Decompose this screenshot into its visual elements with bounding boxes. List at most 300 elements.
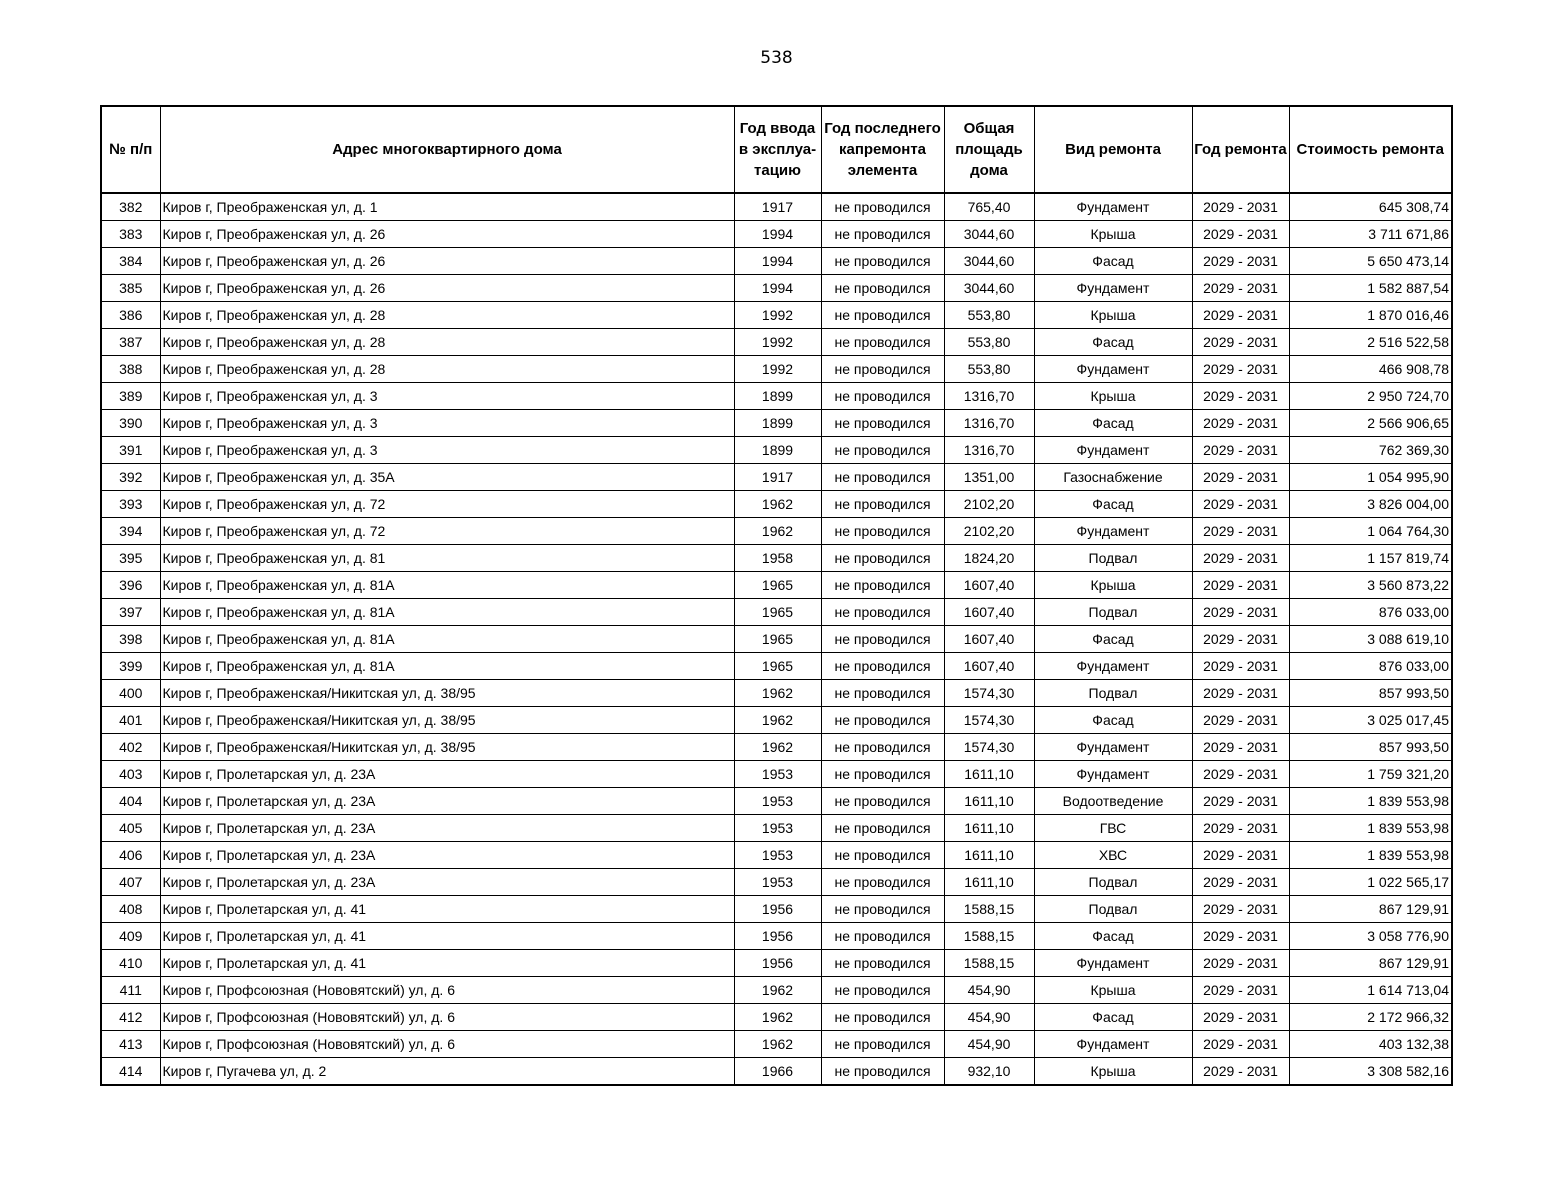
table-row — [101, 1031, 1452, 1058]
cell-repair-period: 2029 - 2031 — [1192, 653, 1289, 680]
header-commission-year: Год ввода в эксплуа-тацию — [734, 106, 821, 193]
table-row — [101, 707, 1452, 734]
cell-row-number: 392 — [101, 464, 160, 491]
cell-address: Киров г, Пролетарская ул, д. 41 — [160, 950, 734, 977]
cell-total-area: 1611,10 — [944, 869, 1034, 896]
cell-repair-type: Фасад — [1034, 410, 1192, 437]
cell-repair-cost: 3 560 873,22 — [1289, 572, 1452, 599]
cell-repair-type: Фасад — [1034, 248, 1192, 275]
cell-repair-type: Фасад — [1034, 923, 1192, 950]
cell-repair-type: Фундамент — [1034, 734, 1192, 761]
cell-address: Киров г, Преображенская ул, д. 28 — [160, 329, 734, 356]
cell-total-area: 1316,70 — [944, 437, 1034, 464]
cell-address: Киров г, Преображенская/Никитская ул, д. 38/95 — [160, 680, 734, 707]
cell-address: Киров г, Преображенская ул, д. 35А — [160, 464, 734, 491]
cell-row-number: 391 — [101, 437, 160, 464]
table-row — [101, 626, 1452, 653]
header-repair-period: Год ремонта — [1192, 106, 1289, 193]
header-repair-type: Вид ремонта — [1034, 106, 1192, 193]
cell-commission-year: 1994 — [734, 248, 821, 275]
cell-repair-period: 2029 - 2031 — [1192, 248, 1289, 275]
cell-commission-year: 1917 — [734, 193, 821, 221]
cell-total-area: 3044,60 — [944, 221, 1034, 248]
cell-address: Киров г, Преображенская ул, д. 28 — [160, 356, 734, 383]
cell-total-area: 454,90 — [944, 1004, 1034, 1031]
cell-row-number: 384 — [101, 248, 160, 275]
cell-address: Киров г, Преображенская ул, д. 3 — [160, 437, 734, 464]
table-row — [101, 248, 1452, 275]
cell-repair-cost: 1 582 887,54 — [1289, 275, 1452, 302]
cell-repair-type: Подвал — [1034, 869, 1192, 896]
cell-last-repair-year: не проводился — [821, 518, 944, 545]
cell-repair-period: 2029 - 2031 — [1192, 896, 1289, 923]
cell-repair-type: Подвал — [1034, 896, 1192, 923]
cell-commission-year: 1965 — [734, 599, 821, 626]
cell-address: Киров г, Профсоюзная (Нововятский) ул, д. 6 — [160, 1031, 734, 1058]
cell-repair-period: 2029 - 2031 — [1192, 734, 1289, 761]
table-row — [101, 302, 1452, 329]
cell-repair-type: Фасад — [1034, 707, 1192, 734]
cell-repair-period: 2029 - 2031 — [1192, 572, 1289, 599]
cell-repair-cost: 403 132,38 — [1289, 1031, 1452, 1058]
cell-repair-cost: 762 369,30 — [1289, 437, 1452, 464]
cell-repair-period: 2029 - 2031 — [1192, 1058, 1289, 1086]
cell-total-area: 1611,10 — [944, 815, 1034, 842]
cell-commission-year: 1965 — [734, 626, 821, 653]
cell-last-repair-year: не проводился — [821, 788, 944, 815]
cell-repair-cost: 1 839 553,98 — [1289, 815, 1452, 842]
table-row — [101, 572, 1452, 599]
cell-last-repair-year: не проводился — [821, 302, 944, 329]
cell-address: Киров г, Преображенская ул, д. 3 — [160, 383, 734, 410]
cell-row-number: 397 — [101, 599, 160, 626]
cell-address: Киров г, Профсоюзная (Нововятский) ул, д. 6 — [160, 977, 734, 1004]
cell-address: Киров г, Преображенская ул, д. 81 — [160, 545, 734, 572]
cell-repair-period: 2029 - 2031 — [1192, 518, 1289, 545]
cell-last-repair-year: не проводился — [821, 437, 944, 464]
header-row-number: № п/п — [101, 106, 160, 193]
cell-repair-cost: 1 064 764,30 — [1289, 518, 1452, 545]
cell-repair-cost: 857 993,50 — [1289, 734, 1452, 761]
cell-repair-cost: 3 025 017,45 — [1289, 707, 1452, 734]
cell-commission-year: 1899 — [734, 437, 821, 464]
cell-total-area: 1574,30 — [944, 680, 1034, 707]
cell-commission-year: 1992 — [734, 302, 821, 329]
cell-repair-period: 2029 - 2031 — [1192, 950, 1289, 977]
cell-address: Киров г, Преображенская/Никитская ул, д. 38/95 — [160, 707, 734, 734]
table-row — [101, 599, 1452, 626]
cell-commission-year: 1962 — [734, 707, 821, 734]
table-row — [101, 842, 1452, 869]
cell-last-repair-year: не проводился — [821, 626, 944, 653]
cell-repair-period: 2029 - 2031 — [1192, 923, 1289, 950]
table-row — [101, 788, 1452, 815]
cell-total-area: 1588,15 — [944, 950, 1034, 977]
cell-last-repair-year: не проводился — [821, 599, 944, 626]
cell-row-number: 396 — [101, 572, 160, 599]
cell-address: Киров г, Пролетарская ул, д. 23А — [160, 761, 734, 788]
cell-address: Киров г, Преображенская/Никитская ул, д. 38/95 — [160, 734, 734, 761]
cell-total-area: 1316,70 — [944, 383, 1034, 410]
cell-total-area: 1611,10 — [944, 842, 1034, 869]
cell-last-repair-year: не проводился — [821, 491, 944, 518]
cell-address: Киров г, Преображенская ул, д. 1 — [160, 193, 734, 221]
cell-repair-cost: 1 157 819,74 — [1289, 545, 1452, 572]
cell-commission-year: 1953 — [734, 788, 821, 815]
cell-commission-year: 1962 — [734, 734, 821, 761]
cell-repair-cost: 867 129,91 — [1289, 896, 1452, 923]
cell-address: Киров г, Преображенская ул, д. 81А — [160, 653, 734, 680]
cell-last-repair-year: не проводился — [821, 356, 944, 383]
cell-repair-period: 2029 - 2031 — [1192, 1031, 1289, 1058]
cell-last-repair-year: не проводился — [821, 1058, 944, 1086]
cell-row-number: 386 — [101, 302, 160, 329]
cell-repair-cost: 876 033,00 — [1289, 653, 1452, 680]
cell-repair-type: Газоснабжение — [1034, 464, 1192, 491]
cell-total-area: 1588,15 — [944, 896, 1034, 923]
cell-total-area: 1611,10 — [944, 761, 1034, 788]
cell-last-repair-year: не проводился — [821, 1031, 944, 1058]
cell-last-repair-year: не проводился — [821, 761, 944, 788]
cell-commission-year: 1956 — [734, 923, 821, 950]
cell-repair-type: Фундамент — [1034, 518, 1192, 545]
cell-commission-year: 1992 — [734, 356, 821, 383]
cell-row-number: 382 — [101, 193, 160, 221]
cell-repair-cost: 3 308 582,16 — [1289, 1058, 1452, 1086]
cell-repair-cost: 3 088 619,10 — [1289, 626, 1452, 653]
cell-commission-year: 1994 — [734, 275, 821, 302]
cell-address: Киров г, Преображенская ул, д. 26 — [160, 221, 734, 248]
cell-commission-year: 1958 — [734, 545, 821, 572]
cell-repair-period: 2029 - 2031 — [1192, 788, 1289, 815]
cell-last-repair-year: не проводился — [821, 248, 944, 275]
cell-address: Киров г, Преображенская ул, д. 72 — [160, 518, 734, 545]
cell-row-number: 394 — [101, 518, 160, 545]
cell-repair-cost: 3 058 776,90 — [1289, 923, 1452, 950]
repair-schedule-table — [100, 105, 1453, 1086]
cell-repair-type: Фасад — [1034, 626, 1192, 653]
cell-repair-type: Фундамент — [1034, 356, 1192, 383]
cell-commission-year: 1953 — [734, 815, 821, 842]
cell-last-repair-year: не проводился — [821, 383, 944, 410]
cell-total-area: 1351,00 — [944, 464, 1034, 491]
cell-repair-type: Крыша — [1034, 221, 1192, 248]
cell-row-number: 410 — [101, 950, 160, 977]
cell-repair-type: Фундамент — [1034, 193, 1192, 221]
cell-repair-cost: 1 839 553,98 — [1289, 842, 1452, 869]
cell-repair-period: 2029 - 2031 — [1192, 707, 1289, 734]
cell-commission-year: 1956 — [734, 950, 821, 977]
cell-address: Киров г, Пролетарская ул, д. 41 — [160, 923, 734, 950]
cell-repair-period: 2029 - 2031 — [1192, 626, 1289, 653]
cell-commission-year: 1992 — [734, 329, 821, 356]
cell-last-repair-year: не проводился — [821, 1004, 944, 1031]
cell-address: Киров г, Преображенская ул, д. 26 — [160, 248, 734, 275]
table-row — [101, 761, 1452, 788]
cell-last-repair-year: не проводился — [821, 950, 944, 977]
cell-total-area: 1574,30 — [944, 707, 1034, 734]
table-row — [101, 950, 1452, 977]
table-row — [101, 680, 1452, 707]
cell-repair-period: 2029 - 2031 — [1192, 545, 1289, 572]
cell-repair-cost: 1 614 713,04 — [1289, 977, 1452, 1004]
cell-repair-period: 2029 - 2031 — [1192, 842, 1289, 869]
cell-address: Киров г, Пролетарская ул, д. 23А — [160, 815, 734, 842]
cell-row-number: 403 — [101, 761, 160, 788]
table-header-row — [101, 106, 1452, 193]
cell-last-repair-year: не проводился — [821, 896, 944, 923]
cell-repair-period: 2029 - 2031 — [1192, 383, 1289, 410]
cell-address: Киров г, Пролетарская ул, д. 23А — [160, 842, 734, 869]
cell-total-area: 1574,30 — [944, 734, 1034, 761]
cell-repair-cost: 876 033,00 — [1289, 599, 1452, 626]
cell-commission-year: 1994 — [734, 221, 821, 248]
cell-repair-cost: 3 826 004,00 — [1289, 491, 1452, 518]
cell-row-number: 387 — [101, 329, 160, 356]
cell-total-area: 553,80 — [944, 356, 1034, 383]
cell-total-area: 2102,20 — [944, 491, 1034, 518]
cell-address: Киров г, Преображенская ул, д. 3 — [160, 410, 734, 437]
cell-repair-period: 2029 - 2031 — [1192, 356, 1289, 383]
cell-repair-cost: 466 908,78 — [1289, 356, 1452, 383]
cell-repair-period: 2029 - 2031 — [1192, 275, 1289, 302]
cell-commission-year: 1962 — [734, 977, 821, 1004]
cell-last-repair-year: не проводился — [821, 410, 944, 437]
cell-repair-type: Фасад — [1034, 1004, 1192, 1031]
cell-commission-year: 1962 — [734, 1004, 821, 1031]
cell-address: Киров г, Преображенская ул, д. 28 — [160, 302, 734, 329]
cell-address: Киров г, Пролетарская ул, д. 23А — [160, 869, 734, 896]
cell-repair-cost: 867 129,91 — [1289, 950, 1452, 977]
cell-row-number: 383 — [101, 221, 160, 248]
cell-total-area: 553,80 — [944, 329, 1034, 356]
cell-row-number: 399 — [101, 653, 160, 680]
cell-repair-period: 2029 - 2031 — [1192, 815, 1289, 842]
cell-repair-type: Подвал — [1034, 680, 1192, 707]
cell-repair-period: 2029 - 2031 — [1192, 680, 1289, 707]
cell-commission-year: 1962 — [734, 518, 821, 545]
table-row — [101, 410, 1452, 437]
cell-row-number: 389 — [101, 383, 160, 410]
cell-commission-year: 1956 — [734, 896, 821, 923]
table-row — [101, 491, 1452, 518]
cell-total-area: 932,10 — [944, 1058, 1034, 1086]
header-last-repair-year: Год последнего капремонта элемента — [821, 106, 944, 193]
table-row — [101, 653, 1452, 680]
cell-total-area: 1607,40 — [944, 599, 1034, 626]
cell-repair-cost: 1 022 565,17 — [1289, 869, 1452, 896]
cell-repair-type: Фундамент — [1034, 653, 1192, 680]
cell-repair-period: 2029 - 2031 — [1192, 221, 1289, 248]
cell-last-repair-year: не проводился — [821, 734, 944, 761]
cell-total-area: 2102,20 — [944, 518, 1034, 545]
cell-repair-cost: 2 950 724,70 — [1289, 383, 1452, 410]
cell-row-number: 404 — [101, 788, 160, 815]
cell-total-area: 553,80 — [944, 302, 1034, 329]
table-row — [101, 356, 1452, 383]
cell-commission-year: 1953 — [734, 869, 821, 896]
cell-commission-year: 1962 — [734, 680, 821, 707]
table-row — [101, 869, 1452, 896]
cell-repair-cost: 2 172 966,32 — [1289, 1004, 1452, 1031]
cell-last-repair-year: не проводился — [821, 653, 944, 680]
cell-repair-type: Фундамент — [1034, 761, 1192, 788]
table-row — [101, 734, 1452, 761]
table-row — [101, 383, 1452, 410]
cell-repair-cost: 645 308,74 — [1289, 193, 1452, 221]
cell-total-area: 3044,60 — [944, 275, 1034, 302]
cell-commission-year: 1899 — [734, 383, 821, 410]
cell-commission-year: 1965 — [734, 572, 821, 599]
table-row — [101, 977, 1452, 1004]
cell-address: Киров г, Профсоюзная (Нововятский) ул, д. 6 — [160, 1004, 734, 1031]
cell-repair-cost: 857 993,50 — [1289, 680, 1452, 707]
cell-repair-type: Крыша — [1034, 977, 1192, 1004]
cell-last-repair-year: не проводился — [821, 923, 944, 950]
cell-last-repair-year: не проводился — [821, 572, 944, 599]
cell-repair-period: 2029 - 2031 — [1192, 464, 1289, 491]
cell-address: Киров г, Преображенская ул, д. 81А — [160, 572, 734, 599]
table-row — [101, 329, 1452, 356]
cell-total-area: 1607,40 — [944, 653, 1034, 680]
cell-total-area: 454,90 — [944, 1031, 1034, 1058]
cell-address: Киров г, Преображенская ул, д. 72 — [160, 491, 734, 518]
cell-repair-type: Фасад — [1034, 491, 1192, 518]
cell-repair-period: 2029 - 2031 — [1192, 410, 1289, 437]
cell-commission-year: 1899 — [734, 410, 821, 437]
cell-repair-cost: 1 759 321,20 — [1289, 761, 1452, 788]
cell-row-number: 412 — [101, 1004, 160, 1031]
cell-repair-cost: 2 516 522,58 — [1289, 329, 1452, 356]
cell-repair-type: Крыша — [1034, 383, 1192, 410]
table-row — [101, 815, 1452, 842]
cell-repair-cost: 1 054 995,90 — [1289, 464, 1452, 491]
cell-commission-year: 1965 — [734, 653, 821, 680]
cell-repair-type: ГВС — [1034, 815, 1192, 842]
cell-total-area: 765,40 — [944, 193, 1034, 221]
cell-commission-year: 1953 — [734, 761, 821, 788]
cell-repair-type: Фундамент — [1034, 1031, 1192, 1058]
cell-row-number: 411 — [101, 977, 160, 1004]
page-number: 538 — [760, 48, 793, 68]
cell-total-area: 1607,40 — [944, 626, 1034, 653]
cell-repair-period: 2029 - 2031 — [1192, 977, 1289, 1004]
cell-total-area: 1316,70 — [944, 410, 1034, 437]
cell-repair-type: ХВС — [1034, 842, 1192, 869]
table-row — [101, 464, 1452, 491]
cell-row-number: 413 — [101, 1031, 160, 1058]
cell-commission-year: 1953 — [734, 842, 821, 869]
cell-row-number: 406 — [101, 842, 160, 869]
table-row — [101, 193, 1452, 221]
header-address: Адрес многоквартирного дома — [160, 106, 734, 193]
header-repair-cost: Стоимость ремонта — [1289, 106, 1452, 193]
cell-last-repair-year: не проводился — [821, 707, 944, 734]
cell-address: Киров г, Пролетарская ул, д. 41 — [160, 896, 734, 923]
cell-row-number: 388 — [101, 356, 160, 383]
cell-total-area: 3044,60 — [944, 248, 1034, 275]
cell-repair-period: 2029 - 2031 — [1192, 437, 1289, 464]
table-row — [101, 1004, 1452, 1031]
cell-repair-cost: 1 839 553,98 — [1289, 788, 1452, 815]
cell-total-area: 1607,40 — [944, 572, 1034, 599]
cell-last-repair-year: не проводился — [821, 815, 944, 842]
cell-repair-type: Крыша — [1034, 572, 1192, 599]
cell-repair-cost: 2 566 906,65 — [1289, 410, 1452, 437]
cell-address: Киров г, Преображенская ул, д. 81А — [160, 626, 734, 653]
cell-repair-type: Водоотведение — [1034, 788, 1192, 815]
cell-total-area: 454,90 — [944, 977, 1034, 1004]
table-body — [101, 193, 1452, 1085]
table-row — [101, 896, 1452, 923]
cell-last-repair-year: не проводился — [821, 221, 944, 248]
cell-row-number: 390 — [101, 410, 160, 437]
cell-last-repair-year: не проводился — [821, 193, 944, 221]
cell-row-number: 405 — [101, 815, 160, 842]
cell-row-number: 408 — [101, 896, 160, 923]
table-row — [101, 437, 1452, 464]
cell-repair-period: 2029 - 2031 — [1192, 302, 1289, 329]
cell-repair-cost: 5 650 473,14 — [1289, 248, 1452, 275]
cell-repair-cost: 3 711 671,86 — [1289, 221, 1452, 248]
cell-last-repair-year: не проводился — [821, 275, 944, 302]
cell-row-number: 393 — [101, 491, 160, 518]
table-row — [101, 545, 1452, 572]
header-total-area: Общая площадь дома — [944, 106, 1034, 193]
cell-repair-type: Фундамент — [1034, 437, 1192, 464]
cell-total-area: 1824,20 — [944, 545, 1034, 572]
cell-repair-period: 2029 - 2031 — [1192, 491, 1289, 518]
cell-total-area: 1611,10 — [944, 788, 1034, 815]
cell-repair-type: Фундамент — [1034, 950, 1192, 977]
table-row — [101, 275, 1452, 302]
cell-row-number: 401 — [101, 707, 160, 734]
cell-repair-type: Подвал — [1034, 599, 1192, 626]
table-row — [101, 518, 1452, 545]
cell-repair-type: Подвал — [1034, 545, 1192, 572]
cell-address: Киров г, Преображенская ул, д. 26 — [160, 275, 734, 302]
cell-last-repair-year: не проводился — [821, 545, 944, 572]
cell-last-repair-year: не проводился — [821, 329, 944, 356]
cell-row-number: 400 — [101, 680, 160, 707]
table-row — [101, 221, 1452, 248]
cell-row-number: 398 — [101, 626, 160, 653]
cell-repair-type: Фасад — [1034, 329, 1192, 356]
cell-address: Киров г, Пугачева ул, д. 2 — [160, 1058, 734, 1086]
cell-commission-year: 1962 — [734, 491, 821, 518]
cell-repair-period: 2029 - 2031 — [1192, 1004, 1289, 1031]
cell-total-area: 1588,15 — [944, 923, 1034, 950]
table-row — [101, 923, 1452, 950]
cell-last-repair-year: не проводился — [821, 842, 944, 869]
cell-repair-period: 2029 - 2031 — [1192, 869, 1289, 896]
cell-last-repair-year: не проводился — [821, 869, 944, 896]
cell-repair-type: Крыша — [1034, 302, 1192, 329]
cell-row-number: 385 — [101, 275, 160, 302]
cell-commission-year: 1962 — [734, 1031, 821, 1058]
cell-address: Киров г, Преображенская ул, д. 81А — [160, 599, 734, 626]
cell-repair-period: 2029 - 2031 — [1192, 599, 1289, 626]
cell-repair-cost: 1 870 016,46 — [1289, 302, 1452, 329]
cell-commission-year: 1917 — [734, 464, 821, 491]
cell-repair-period: 2029 - 2031 — [1192, 193, 1289, 221]
cell-repair-type: Крыша — [1034, 1058, 1192, 1086]
cell-row-number: 402 — [101, 734, 160, 761]
cell-row-number: 409 — [101, 923, 160, 950]
cell-row-number: 407 — [101, 869, 160, 896]
cell-commission-year: 1966 — [734, 1058, 821, 1086]
cell-address: Киров г, Пролетарская ул, д. 23А — [160, 788, 734, 815]
